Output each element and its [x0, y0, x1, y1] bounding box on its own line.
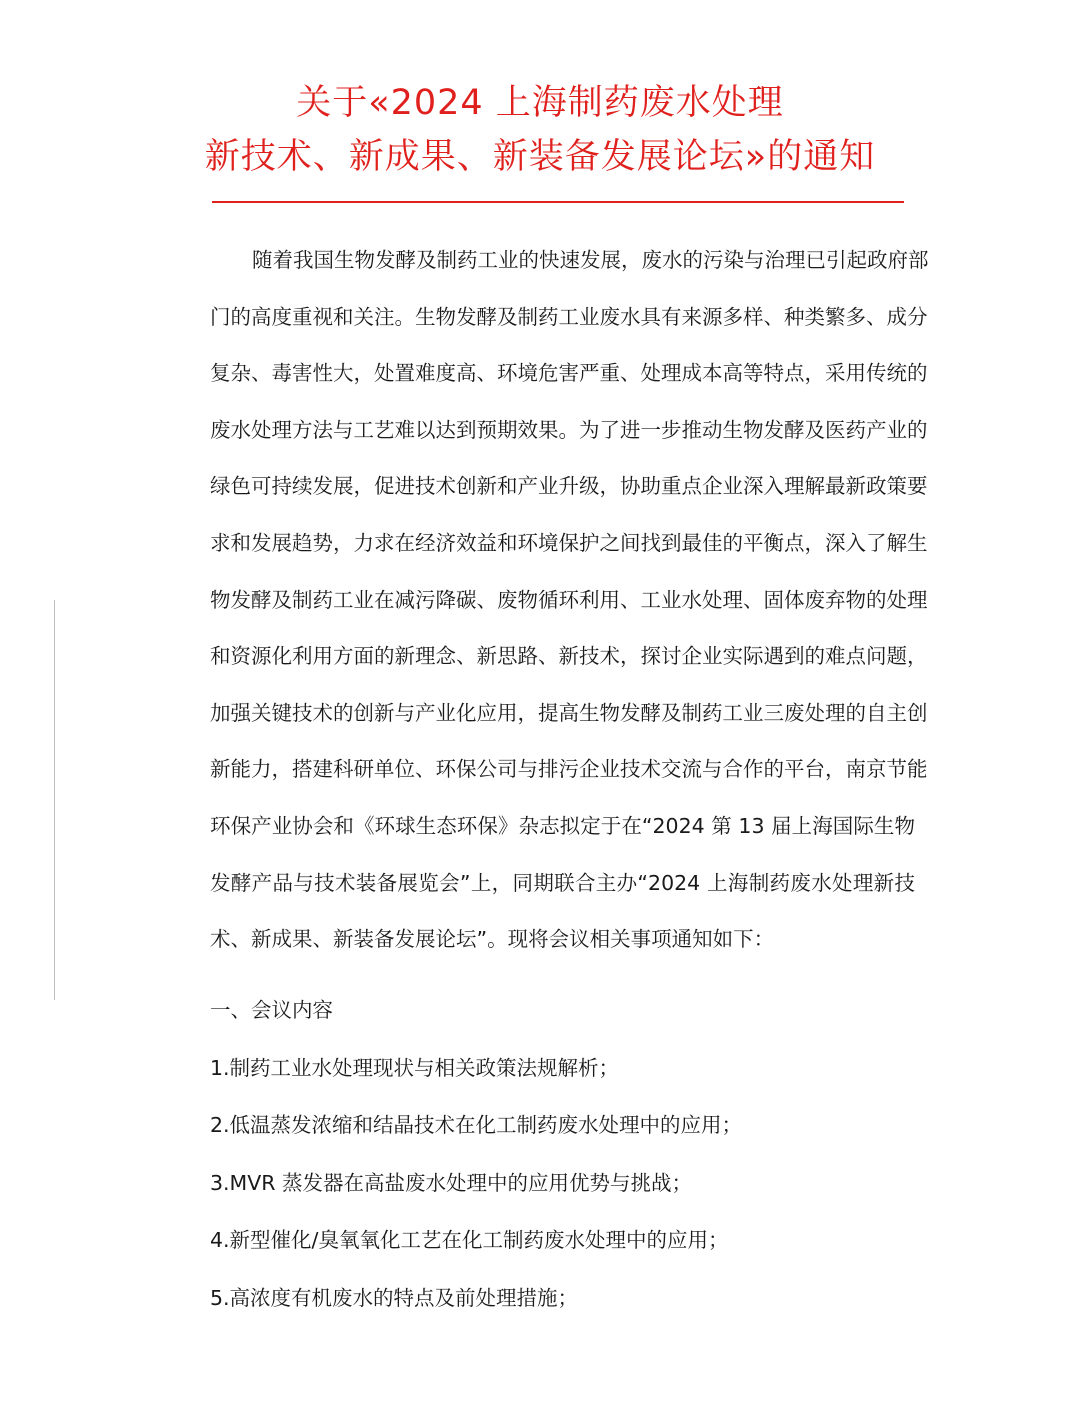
- paragraph-line: 术、新成果、新装备发展论坛”。现将会议相关事项通知如下：: [210, 927, 775, 952]
- paragraph-line: 求和发展趋势，力求在经济效益和环境保护之间找到最佳的平衡点，深入了解生: [210, 530, 928, 555]
- list-item: 4.新型催化/臭氧氧化工艺在化工制药废水处理中的应用；: [210, 1228, 729, 1253]
- list-item: 5.高浓度有机废水的特点及前处理措施；: [210, 1285, 579, 1310]
- title-red-rule: [212, 201, 904, 203]
- section-heading: 一、会议内容: [210, 998, 333, 1022]
- paragraph-line: 加强关键技术的创新与产业化应用，提高生物发酵及制药工业三废处理的自主创: [210, 700, 928, 725]
- paragraph-line: 发酵产品与技术装备展览会”上，同期联合主办“2024 上海制药废水处理新技: [210, 870, 915, 895]
- paragraph-line: 和资源化利用方面的新理念、新思路、新技术，探讨企业实际遇到的难点问题，: [210, 644, 928, 669]
- paragraph-line: 绿色可持续发展，促进技术创新和产业升级，协助重点企业深入理解最新政策要: [210, 474, 928, 499]
- intro-paragraph: [210, 240, 929, 976]
- notice-title-line-1: 关于«2024 上海制药废水处理: [296, 83, 784, 123]
- paragraph-line: 物发酵及制药工业在减污降碳、废物循环利用、工业水处理、固体废弃物的处理: [210, 587, 928, 612]
- scan-edge-mark: [54, 600, 55, 1000]
- list-item: 1.制药工业水处理现状与相关政策法规解析；: [210, 1055, 620, 1080]
- notice-title-line-2: 新技术、新成果、新装备发展论坛»的通知: [204, 137, 876, 177]
- paragraph-line: 随着我国生物发酵及制药工业的快速发展，废水的污染与治理已引起政府部: [252, 248, 929, 272]
- paragraph-line: 环保产业协会和《环球生态环保》杂志拟定于在“2024 第 13 届上海国际生物: [210, 813, 915, 838]
- list-item: 3.MVR 蒸发器在高盐废水处理中的应用优势与挑战；: [210, 1170, 693, 1195]
- list-item: 2.低温蒸发浓缩和结晶技术在化工制药废水处理中的应用；: [210, 1113, 743, 1138]
- paragraph-line: 门的高度重视和关注。生物发酵及制药工业废水具有来源多样、种类繁多、成分: [210, 304, 928, 329]
- paragraph-line: 废水处理方法与工艺难以达到预期效果。为了进一步推动生物发酵及医药产业的: [210, 417, 928, 442]
- meeting-content-section: [210, 990, 915, 1336]
- paragraph-line: 新能力，搭建科研单位、环保公司与排污企业技术交流与合作的平台，南京节能: [210, 757, 928, 782]
- paragraph-line: 复杂、毒害性大，处置难度高、环境危害严重、处理成本高等特点，采用传统的: [210, 361, 928, 386]
